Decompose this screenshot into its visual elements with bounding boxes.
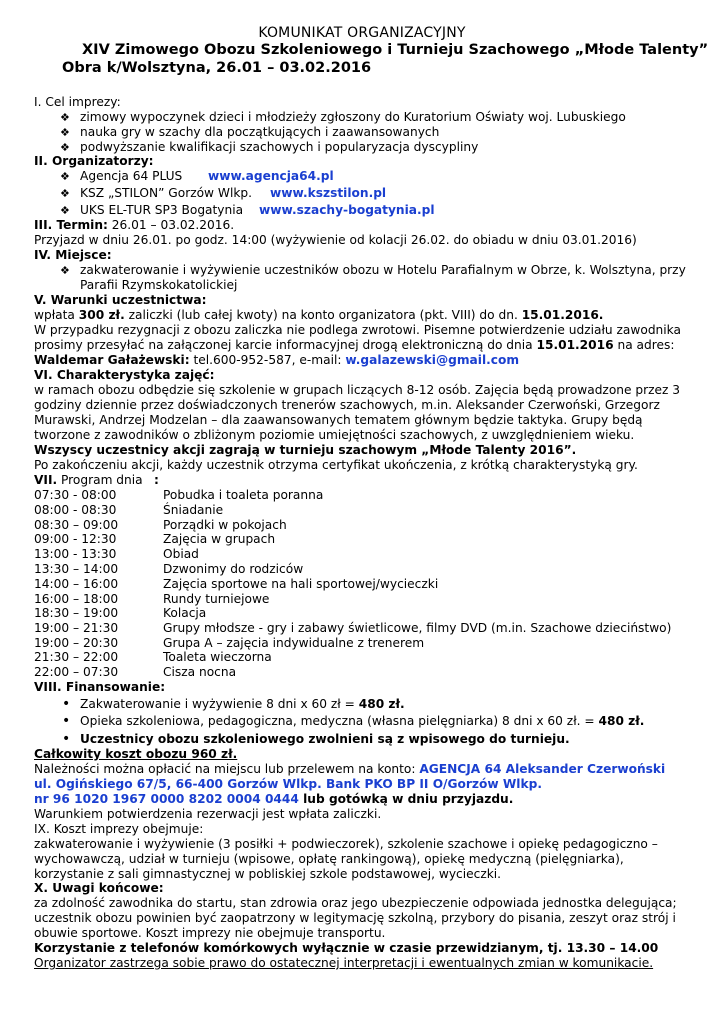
schedule-time: 18:30 – 19:00 <box>34 606 119 620</box>
cost-item: Zakwaterowanie i wyżywienie 8 dni x 60 zł = 480 zł. <box>80 697 405 711</box>
contact-email-link[interactable]: w.galazewski@gmail.com <box>345 353 520 367</box>
section-9-heading: IX. Koszt imprezy obejmuje: <box>34 822 204 836</box>
paragraph-line: wychowawczą, udział w turnieju (wpisowe, opłatę rankingową), opiekę medyczną (pielęgniarka), <box>34 852 624 866</box>
document-title: KOMUNIKAT ORGANIZACYJNY <box>258 25 466 41</box>
diamond-bullet-icon: ❖ <box>60 187 70 200</box>
round-bullet-icon: • <box>62 696 71 712</box>
section-3-heading: III. Termin: <box>34 218 108 232</box>
total-cost: Całkowity koszt obozu 960 zł. <box>34 747 238 761</box>
diamond-bullet-icon: ❖ <box>60 141 70 154</box>
schedule-activity: Kolacja <box>163 606 207 620</box>
schedule-time: 21:30 – 22:00 <box>34 650 119 664</box>
organizer-name: KSZ „STILON” Gorzów Wlkp. <box>80 186 253 200</box>
section-8-heading: VIII. Finansowanie: <box>34 680 166 694</box>
schedule-time: 14:00 – 16:00 <box>34 577 119 591</box>
contact-name: Waldemar Gałażewski: <box>34 353 190 367</box>
reservation-note: Warunkiem potwierdzenia rezerwacji jest wpłata zaliczki. <box>34 807 382 821</box>
account-holder: AGENCJA 64 Aleksander Czerwoński <box>419 762 666 776</box>
diamond-bullet-icon: ❖ <box>60 170 70 183</box>
cost-item: Opieka szkoleniowa, pedagogiczna, medyczna (własna pielęgniarka) 8 dni x 60 zł. = 480 zł. <box>80 714 645 728</box>
schedule-time: 08:30 – 09:00 <box>34 518 119 532</box>
section-1-heading: I. Cel imprezy: <box>34 95 121 109</box>
deposit-line: wpłata 300 zł. zaliczki (lub całej kwoty) na konto organizatora (pkt. VIII) do dn. 15.01.2016. <box>34 308 604 322</box>
event-title: XIV Zimowego Obozu Szkoleniowego i Turnieju Szachowego „Młode Talenty” <box>82 42 709 58</box>
schedule-activity: Zajęcia w grupach <box>163 532 276 546</box>
section-2-heading: II. Organizatorzy: <box>34 154 154 168</box>
paragraph-line: Murawski, Andrzej Modzelan – dla zaawansowanych tematem głównym będzie taktyka. Grupy będą <box>34 413 643 427</box>
section-10-heading: X. Uwagi końcowe: <box>34 881 164 895</box>
schedule-activity: Obiad <box>163 547 199 561</box>
schedule-activity: Dzwonimy do rodziców <box>163 562 304 576</box>
organizer-link[interactable]: www.agencja64.pl <box>208 169 334 183</box>
organizer-disclaimer: Organizator zastrzega sobie prawo do ostatecznej interpretacji i ewentualnych zmian w komunikacie. <box>34 956 654 970</box>
schedule-time: 22:00 – 07:30 <box>34 665 119 679</box>
paragraph-line: tworzone z zawodników o zbliżonym poziomie umiejętności szachowych, z uwzględnieniem wieku. <box>34 428 635 442</box>
venue-line: zakwaterowanie i wyżywienie uczestników obozu w Hotelu Parafialnym w Obrze, k. Wolsztyna, przy <box>80 263 686 277</box>
organizer-name: Agencja 64 PLUS <box>80 169 183 183</box>
round-bullet-icon: • <box>62 713 71 729</box>
schedule-activity: Zajęcia sportowe na hali sportowej/wycieczki <box>163 577 439 591</box>
paragraph-line: obuwie sportowe. Koszt imprezy nie obejmuje transportu. <box>34 926 386 940</box>
paragraph-line: korzystanie z sali gimnastycznej w pobliskiej szkole podstawowej, wycieczki. <box>34 867 502 881</box>
schedule-time: 09:00 - 12:30 <box>34 532 117 546</box>
certificate-note: Po zakończeniu akcji, każdy uczestnik otrzyma certyfikat ukończenia, z krótką charakterystyką gry. <box>34 458 638 472</box>
organizer-name: UKS EL-TUR SP3 Bogatynia <box>80 203 244 217</box>
schedule-activity: Toaleta wieczorna <box>163 650 272 664</box>
paragraph-line: godziny dziennie przez doświadczonych trenerów szachowych, m.in. Aleksander Czerwoński, Grzegorz <box>34 398 660 412</box>
section-5-heading: V. Warunki uczestnictwa: <box>34 293 207 307</box>
diamond-bullet-icon: ❖ <box>60 264 70 277</box>
paragraph-line: za zdolność zawodnika do startu, stan zdrowia oraz jego ubezpieczenie odpowiada jednostka delegująca; <box>34 896 677 910</box>
event-dates: 26.01 – 03.02.2016. <box>111 218 235 232</box>
payment-line: Należności można opłacić na miejscu lub przelewem na konto: AGENCJA 64 Aleksander Czerwoński <box>34 762 666 776</box>
paragraph-line: uczestnik obozu powinien być zaopatrzony w legitymację szkolną, przybory do pisania, zeszyt oraz strój i <box>34 911 676 925</box>
submission-line: prosimy przesyłać na załączonej karcie informacyjnej drogą elektroniczną do dnia 15.01.2016 na adres: <box>34 338 675 352</box>
paragraph-line: zakwaterowanie i wyżywienie (3 posiłki + podwieczorek), szkolenie szachowe i opiekę pedagogiczno – <box>34 837 658 851</box>
diamond-bullet-icon: ❖ <box>60 111 70 124</box>
account-number: nr 96 1020 1967 0000 8202 0004 0444 <box>34 792 299 806</box>
schedule-activity: Rundy turniejowe <box>163 592 270 606</box>
venue-line: Parafii Rzymskokatolickiej <box>80 278 238 292</box>
goal-item: podwyższanie kwalifikacji szachowych i popularyzacja dyscypliny <box>80 140 479 154</box>
phone-policy: Korzystanie z telefonów komórkowych wyłącznie w czasie przewidzianym, tj. 13.30 – 14.00 <box>34 941 659 955</box>
section-6-heading: VI. Charakterystyka zajęć: <box>34 368 215 382</box>
schedule-time: 13:30 – 14:00 <box>34 562 119 576</box>
account-number-line: nr 96 1020 1967 0000 8202 0004 0444 lub gotówką w dniu przyjazdu. <box>34 792 514 806</box>
round-bullet-icon: • <box>62 731 71 747</box>
organizer-link[interactable]: www.kszstilon.pl <box>270 186 387 200</box>
event-location-dates: Obra k/Wolsztyna, 26.01 – 03.02.2016 <box>62 60 372 76</box>
schedule-time: 19:00 – 20:30 <box>34 636 119 650</box>
schedule-activity: Cisza nocna <box>163 665 237 679</box>
tournament-note: Wszyscy uczestnicy akcji zagrają w turnieju szachowym „Młode Talenty 2016”. <box>34 443 577 457</box>
schedule-time: 13:00 - 13:30 <box>34 547 117 561</box>
schedule-time: 19:00 – 21:30 <box>34 621 119 635</box>
schedule-activity: Śniadanie <box>163 503 224 517</box>
schedule-time: 07:30 - 08:00 <box>34 488 117 502</box>
goal-item: zimowy wypoczynek dzieci i młodzieży zgłoszony do Kuratorium Oświaty woj. Lubuskiego <box>80 110 626 124</box>
schedule-activity: Grupy młodsze - gry i zabawy świetlicowe, filmy DVD (m.in. Szachowe dzieciństwo) <box>163 621 672 635</box>
schedule-activity: Grupa A – zajęcia indywidualne z trenerem <box>163 636 425 650</box>
exemption-item: Uczestnicy obozu szkoleniowego zwolnieni są z wpisowego do turnieju. <box>80 732 570 746</box>
organizer-link[interactable]: www.szachy-bogatynia.pl <box>259 203 435 217</box>
arrival-info: Przyjazd w dniu 26.01. po godz. 14:00 (wyżywienie od kolacji 26.02. do obiadu w dniu 03.01.2016) <box>34 233 637 247</box>
schedule-activity: Pobudka i toaleta poranna <box>163 488 324 502</box>
section-7-heading: VII. Program dnia : <box>34 473 159 487</box>
paragraph-line: w ramach obozu odbędzie się szkolenie w grupach liczących 8-12 osób. Zajęcia będą prowadzone przez 3 <box>34 383 681 397</box>
schedule-time: 08:00 - 08:30 <box>34 503 117 517</box>
diamond-bullet-icon: ❖ <box>60 126 70 139</box>
diamond-bullet-icon: ❖ <box>60 204 70 217</box>
section-3-line <box>34 218 234 233</box>
contact-line: Waldemar Gałażewski: tel.600-952-587, e-mail: w.galazewski@gmail.com <box>34 353 520 367</box>
bank-address: ul. Ogińskiego 67/5, 66-400 Gorzów Wlkp. Bank PKO BP II O/Gorzów Wlkp. <box>34 777 542 791</box>
goal-item: nauka gry w szachy dla początkujących i zaawansowanych <box>80 125 440 139</box>
section-4-heading: IV. Miejsce: <box>34 248 112 262</box>
schedule-activity: Porządki w pokojach <box>163 518 287 532</box>
cancellation-line: W przypadku rezygnacji z obozu zaliczka nie podlega zwrotowi. Pisemne potwierdzenie udziału zawodnika <box>34 323 681 337</box>
schedule-time: 16:00 – 18:00 <box>34 592 119 606</box>
